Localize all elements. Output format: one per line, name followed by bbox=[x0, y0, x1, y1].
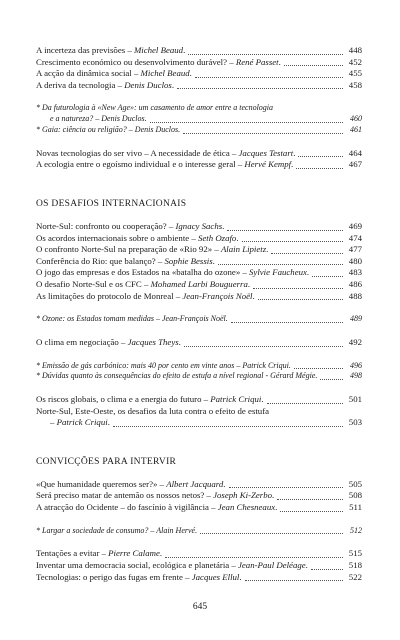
entry-page: 469 bbox=[348, 220, 362, 231]
entry-title: O jogo das empresas e dos Estados na «batalha do ozone» – bbox=[36, 267, 250, 278]
entry-page: 492 bbox=[348, 336, 362, 347]
entry-author: Albert Jacquard bbox=[166, 478, 224, 489]
dot-leader bbox=[258, 298, 343, 300]
toc-section-2-sub-2 bbox=[36, 361, 362, 383]
entry-page: 512 bbox=[350, 525, 362, 535]
dot-leader bbox=[242, 240, 343, 242]
entry-title: A incerteza das previsões – bbox=[36, 45, 134, 55]
entry-title: * Dúvidas quanto às consequências do efeito de estufa a nível regional - bbox=[36, 371, 271, 381]
toc-entry: As limitações do protocolo de Monreal – Jean-François Noël. 488 bbox=[36, 290, 362, 301]
entry-author: Denis Duclos bbox=[134, 124, 179, 134]
entry-page: 474 bbox=[348, 232, 362, 243]
entry-author: Seth Ozafo bbox=[197, 232, 237, 243]
entry-author: Jacques Theys bbox=[127, 336, 179, 347]
entry-title: O clima em negociação – bbox=[36, 336, 128, 347]
entry-page: 488 bbox=[348, 290, 362, 301]
entry-author: Jacques Testart bbox=[238, 147, 294, 158]
dot-leader bbox=[267, 402, 343, 404]
toc-entry: Será preciso matar de antemão os nossos netos? – Joseph Ki-Zerbo. 508 bbox=[36, 490, 362, 501]
entry-page: 480 bbox=[348, 255, 362, 266]
entry-page: 483 bbox=[348, 267, 362, 278]
toc-sub-entry: * Emissão de gás carbónico: mais 40 por cento em vinte anos – Patrick Criqui. 496 bbox=[36, 360, 362, 370]
dot-leader bbox=[298, 155, 343, 157]
entry-author: Sophie Bessis bbox=[164, 255, 213, 266]
section-heading: OS DESAFIOS INTERNACIONAIS bbox=[36, 198, 187, 209]
dot-leader bbox=[227, 229, 343, 231]
dot-leader bbox=[183, 132, 343, 134]
entry-author: Jacques Ellul bbox=[191, 571, 240, 582]
toc-sub-entry: * Gaia: ciência ou religião? – Denis Duclos. 461 bbox=[36, 124, 362, 134]
dot-leader bbox=[245, 579, 343, 581]
dot-leader bbox=[177, 87, 343, 89]
toc-entry: A acção da dinâmica social – Michel Beaud. 455 bbox=[36, 68, 362, 79]
entry-author: Ignacy Sachs bbox=[175, 220, 223, 231]
entry-page: 505 bbox=[348, 478, 362, 489]
entry-title: As limitações do protocolo de Monreal – bbox=[36, 290, 183, 301]
entry-author: Jean-François Noël bbox=[162, 314, 226, 324]
entry-page: 460 bbox=[350, 114, 362, 124]
toc-sub-entry-continuation: e a natureza? – Denis Duclos. 460 bbox=[50, 114, 362, 124]
entry-page: 464 bbox=[348, 147, 362, 158]
toc-entry: A ecologia entre o egoísmo individual e o interesse geral – Hervé Kempf. 467 bbox=[36, 159, 362, 170]
entry-page: 448 bbox=[348, 45, 362, 55]
entry-title: A acção da dinâmica social – bbox=[36, 68, 141, 79]
toc-block-1 bbox=[36, 45, 362, 91]
entry-author: René Passet bbox=[235, 56, 279, 67]
entry-title-cont: e a natureza? – bbox=[50, 114, 102, 124]
toc-section-3 bbox=[36, 479, 362, 514]
dot-leader bbox=[231, 321, 343, 323]
entry-title: * Emissão de gás carbónico: mais 40 por cento em vinte anos – bbox=[36, 360, 243, 370]
toc-section-2-mid bbox=[36, 337, 362, 349]
entry-title: O confronto Norte-Sul na preparação de «Rio 92» – bbox=[36, 244, 221, 255]
entry-title: * Ozone: os Estados tomam medidas – bbox=[36, 314, 162, 324]
dot-leader bbox=[294, 367, 343, 369]
entry-page: 477 bbox=[348, 244, 362, 255]
entry-author: Patrick Criqui bbox=[242, 360, 289, 370]
entry-author: Patrick Criqui bbox=[210, 394, 262, 405]
dot-leader bbox=[280, 510, 343, 512]
dot-leader bbox=[271, 252, 343, 254]
toc-section-2-tail bbox=[36, 394, 362, 429]
entry-title: O desafio Norte-Sul e os CFC – bbox=[36, 278, 151, 289]
entry-page: 496 bbox=[350, 360, 362, 370]
entry-title: Norte-Sul, Este-Oeste, os desafios da luta contra o efeito de estufa bbox=[36, 405, 270, 416]
page-number: 645 bbox=[192, 602, 208, 612]
toc-entry: Os riscos globais, o clima e a energia do futuro – Patrick Criqui. 501 bbox=[36, 394, 362, 405]
toc-entry: A incerteza das previsões – Michel Beaud. 448 bbox=[36, 45, 362, 55]
entry-page: 508 bbox=[348, 490, 362, 501]
toc-section-3-sub bbox=[36, 526, 362, 537]
dot-leader bbox=[320, 378, 343, 380]
entry-title: Tecnologias: o perigo das fugas em frente – bbox=[36, 571, 192, 582]
entry-title: A ecologia entre o egoísmo individual e o interesse geral – bbox=[36, 159, 245, 170]
toc-entry: O confronto Norte-Sul na preparação de «Rio 92» – Alain Lipietz. 477 bbox=[36, 244, 362, 255]
toc-entry: O jogo das empresas e dos Estados na «batalha do ozone» – Sylvie Faucheux. 483 bbox=[36, 267, 362, 278]
entry-title: * Da futurologia à «New Age»: um casamento de amor entre a tecnologia bbox=[36, 103, 274, 113]
entry-page: 489 bbox=[350, 314, 362, 324]
entry-title: Conferência do Rio: que balanço? – bbox=[36, 255, 165, 266]
section-heading: CONVICÇÕES PARA INTERVIR bbox=[36, 456, 177, 467]
entry-author: Jean-François Noël bbox=[182, 290, 253, 301]
entry-title: Inventar uma democracia social, ecológica e planetária – bbox=[36, 560, 238, 571]
entry-author: Denis Duclos bbox=[101, 114, 145, 124]
toc-entry: Os acordos internacionais sobre o ambiente – Seth Ozafo. 474 bbox=[36, 232, 362, 243]
toc-entry: Conferência do Rio: que balanço? – Sophie Bessis. 480 bbox=[36, 255, 362, 266]
dot-leader bbox=[229, 486, 344, 488]
toc-sub-entry: * Ozone: os Estados tomam medidas – Jean-François Noël. 489 bbox=[36, 314, 362, 324]
entry-page: 458 bbox=[348, 79, 362, 90]
dot-leader bbox=[296, 167, 343, 169]
entry-page: 511 bbox=[349, 502, 362, 513]
dot-leader bbox=[312, 275, 343, 277]
toc-sub-block-1 bbox=[36, 103, 362, 135]
entry-title: Crescimento económico ou desenvolvimento durável? – bbox=[36, 56, 236, 67]
entry-author: Jean Chesneaux bbox=[217, 502, 276, 513]
toc-entry bbox=[36, 406, 362, 418]
entry-title: Os acordos internacionais sobre o ambiente – bbox=[36, 232, 198, 243]
toc-entry: O desafio Norte-Sul e os CFC – Mohamed Larbi Bouguerra. 486 bbox=[36, 278, 362, 289]
entry-author: Mohamed Larbi Bouguerra bbox=[150, 278, 248, 289]
entry-title: Tentações a evitar – bbox=[36, 548, 109, 559]
dot-leader bbox=[184, 345, 343, 347]
dot-leader bbox=[311, 568, 343, 570]
toc-sub-entry bbox=[36, 103, 362, 114]
entry-page: 503 bbox=[348, 417, 362, 428]
entry-author: Joseph Ki-Zerbo bbox=[213, 490, 273, 501]
entry-author: Gérard Mégie bbox=[270, 371, 316, 381]
dot-leader bbox=[200, 532, 343, 534]
entry-author: Pierre Calame bbox=[108, 548, 160, 559]
toc-entry: O clima em negociação – Jacques Theys. 492 bbox=[36, 336, 362, 347]
entry-title: «Que humanidade queremos ser?» – bbox=[36, 478, 167, 489]
entry-title: Norte-Sul: confronto ou cooperação? – bbox=[36, 220, 176, 231]
entry-title: Novas tecnologias do ser vivo – A necessidade de ética – bbox=[36, 147, 239, 158]
toc-entry-continuation: – Patrick Criqui. 503 bbox=[50, 417, 362, 428]
entry-page: 515 bbox=[348, 548, 362, 559]
toc-entry: Novas tecnologias do ser vivo – A necessidade de ética – Jacques Testart. 464 bbox=[36, 147, 362, 158]
toc-sub-entry: * Largar a sociedade de consumo? – Alain Hervé. 512 bbox=[36, 525, 362, 535]
toc-entry: Crescimento económico ou desenvolvimento durável? – René Passet. 452 bbox=[36, 56, 362, 67]
toc-section-2-sub-1 bbox=[36, 314, 362, 325]
entry-page: 467 bbox=[348, 159, 362, 170]
toc-section-3-tail bbox=[36, 548, 362, 583]
entry-page: 498 bbox=[350, 371, 362, 381]
toc-entry: Tentações a evitar – Pierre Calame. 515 bbox=[36, 548, 362, 559]
entry-author: Michel Beaud bbox=[140, 68, 190, 79]
entry-page: 518 bbox=[348, 560, 362, 571]
toc-sub-entry: * Dúvidas quanto às consequências do efeito de estufa a nível regional - Gérard Mégie. 498 bbox=[36, 371, 362, 381]
entry-author: Alain Lipietz bbox=[220, 244, 267, 255]
entry-title: A atracção do Ocidente – do fascínio à vigilância – bbox=[36, 502, 218, 513]
entry-author: Denis Duclos bbox=[124, 79, 172, 90]
dot-leader bbox=[195, 76, 343, 78]
entry-page: 522 bbox=[348, 571, 362, 582]
toc-entry: Inventar uma democracia social, ecológica e planetária – Jean-Paul Deléage. 518 bbox=[36, 560, 362, 571]
entry-author: Patrick Criqui bbox=[56, 417, 108, 428]
dot-leader bbox=[284, 64, 343, 66]
entry-title: Os riscos globais, o clima e a energia do futuro – bbox=[36, 394, 211, 405]
entry-author: Sylvie Faucheux bbox=[249, 267, 307, 278]
entry-author: Jean-Paul Deléage bbox=[237, 560, 306, 571]
dot-leader bbox=[253, 287, 343, 289]
entry-title: * Largar a sociedade de consumo? – bbox=[36, 525, 157, 535]
table-of-contents bbox=[36, 45, 362, 583]
dot-leader bbox=[165, 556, 343, 558]
entry-author: Alain Hervé bbox=[156, 525, 196, 535]
entry-page: 461 bbox=[350, 124, 362, 134]
entry-page: 486 bbox=[348, 278, 362, 289]
entry-title: A deriva da tecnologia – bbox=[36, 79, 125, 90]
toc-entry: «Que humanidade queremos ser?» – Albert Jacquard. 505 bbox=[36, 478, 362, 489]
toc-block-1-tail bbox=[36, 148, 362, 171]
toc-section-2 bbox=[36, 221, 362, 302]
entry-page: 455 bbox=[348, 68, 362, 79]
toc-entry: Norte-Sul: confronto ou cooperação? – Ignacy Sachs. 469 bbox=[36, 220, 362, 231]
dot-leader bbox=[277, 498, 343, 500]
dot-leader bbox=[218, 263, 343, 265]
entry-title-cont: – bbox=[50, 417, 57, 428]
toc-entry: A deriva da tecnologia – Denis Duclos. 458 bbox=[36, 79, 362, 90]
entry-title: * Gaia: ciência ou religião? – bbox=[36, 124, 135, 134]
entry-page: 501 bbox=[348, 394, 362, 405]
toc-entry: A atracção do Ocidente – do fascínio à vigilância – Jean Chesneaux. 511 bbox=[36, 502, 362, 513]
dot-leader bbox=[188, 53, 343, 55]
dot-leader bbox=[150, 121, 343, 123]
entry-author: Hervé Kempf bbox=[244, 159, 292, 170]
entry-page: 452 bbox=[348, 56, 362, 67]
dot-leader bbox=[113, 425, 343, 427]
toc-entry: Tecnologias: o perigo das fugas em frente – Jacques Ellul. 522 bbox=[36, 571, 362, 582]
entry-author: Michel Beaud bbox=[133, 45, 184, 55]
entry-title: Será preciso matar de antemão os nossos netos? – bbox=[36, 490, 214, 501]
